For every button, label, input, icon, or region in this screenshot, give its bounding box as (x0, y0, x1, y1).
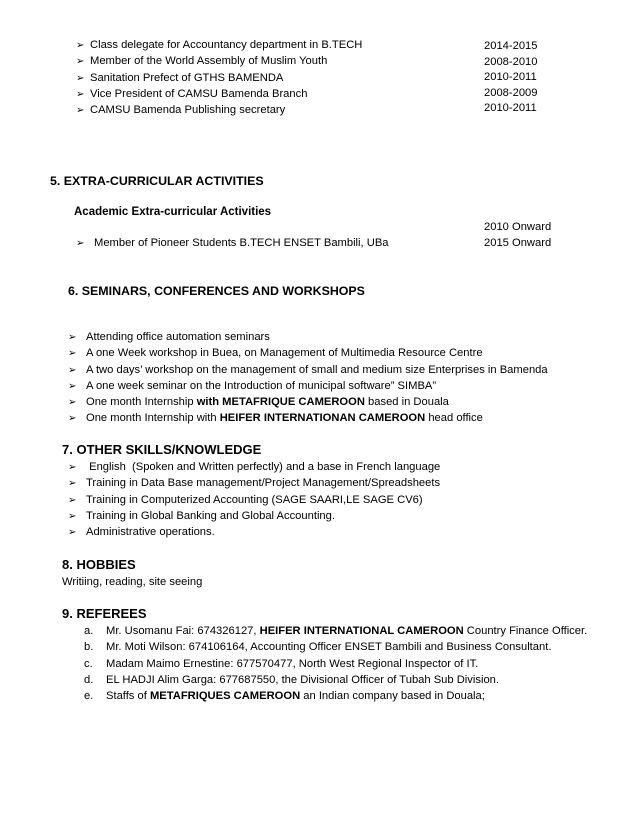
list-item: ➢ One month Internship with METAFRIQUE CAMEROON based in Douala (68, 396, 449, 409)
list-item: ➢ Class delegate for Accountancy department in B.TECH (76, 39, 363, 51)
date: 2010-2011 (484, 71, 537, 83)
date: 2008-2010 (484, 55, 538, 68)
arrow-bullet-icon: ➢ (76, 88, 85, 100)
list-item: ➢ CAMSU Bamenda Publishing secretary (76, 104, 286, 117)
list-item: ➢ Vice President of CAMSU Bamenda Branch (76, 87, 308, 100)
arrow-bullet-icon: ➢ (68, 527, 77, 539)
positions-dates (484, 40, 538, 118)
list-item: ➢ Member of Pioneer Students B.TECH ENSET Bambili, UBa (76, 237, 389, 249)
list-item: e. Staffs of METAFRIQUES CAMEROON an Indian company based in Douala; (84, 690, 485, 703)
skills-list (68, 461, 440, 542)
date: 2010 Onward (484, 221, 552, 233)
extracurricular-dates (484, 221, 551, 252)
list-item: ➢ Training in Global Banking and Global Accounting. (68, 509, 335, 522)
arrow-bullet-icon: ➢ (68, 380, 77, 392)
date: 2014-2015 (484, 40, 538, 52)
date: 2015 Onward (484, 236, 552, 249)
arrow-bullet-icon: ➢ (68, 413, 77, 425)
list-item: ➢ Sanitation Prefect of GTHS BAMENDA (76, 71, 284, 84)
arrow-bullet-icon: ➢ (68, 332, 77, 343)
hobbies-text: Writiing, reading, site seeing (62, 576, 203, 588)
date: 2010-2011 (484, 102, 537, 114)
list-item: ➢ A two days’ workshop on the management of small and medium size Enterprises in Bamenda (68, 363, 548, 376)
list-item: a. Mr. Usomanu Fai: 674326127, HEIFER INTERNATIONAL CAMEROON Country Finance Officer. (84, 625, 588, 637)
arrow-bullet-icon: ➢ (76, 40, 85, 51)
list-item: ➢ A one Week workshop in Buea, on Management of Multimedia Resource Centre (68, 347, 483, 360)
arrow-bullet-icon: ➢ (76, 56, 85, 68)
list-item: ➢ One month Internship with HEIFER INTERNATIONAN CAMEROON head office (68, 412, 483, 425)
arrow-bullet-icon: ➢ (76, 72, 85, 84)
list-item: d. EL HADJI Alim Garga: 677687550, the Divisional Officer of Tubah Sub Division. (84, 673, 500, 686)
arrow-bullet-icon: ➢ (68, 494, 77, 506)
arrow-bullet-icon: ➢ (68, 478, 77, 490)
section-heading-skills: 7. OTHER SKILLS/KNOWLEDGE (62, 442, 262, 457)
arrow-bullet-icon: ➢ (76, 238, 85, 249)
section-heading-extracurricular: 5. EXTRA-CURRICULAR ACTIVITIES (50, 174, 264, 188)
seminars-list (68, 331, 548, 429)
date: 2008-2009 (484, 86, 538, 99)
list-item: ➢ A one week seminar on the Introduction of municipal software” SIMBA” (68, 379, 437, 392)
positions-list (76, 39, 362, 120)
arrow-bullet-icon: ➢ (68, 364, 77, 376)
list-item: ➢ Member of the World Assembly of Muslim Youth (76, 55, 328, 68)
list-item: ➢ Attending office automation seminars (68, 331, 270, 343)
list-item: ➢ English (Spoken and Written perfectly) and a base in French language (68, 461, 441, 473)
subheading-academic: Academic Extra-curricular Activities (74, 206, 272, 218)
arrow-bullet-icon: ➢ (76, 105, 85, 117)
arrow-bullet-icon: ➢ (68, 397, 77, 409)
section-heading-referees: 9. REFEREES (62, 606, 147, 621)
referees-list (84, 625, 587, 706)
section-heading-hobbies: 8. HOBBIES (62, 557, 136, 572)
arrow-bullet-icon: ➢ (68, 510, 77, 522)
list-item: ➢ Training in Computerized Accounting (SAGE SAARI,LE SAGE CV6) (68, 493, 423, 506)
list-item: c. Madam Maimo Ernestine: 677570477, North West Regional Inspector of IT. (84, 657, 479, 670)
arrow-bullet-icon: ➢ (68, 462, 77, 473)
list-item: ➢ Administrative operations. (68, 526, 215, 539)
list-item: ➢ Training in Data Base management/Project Management/Spreadsheets (68, 477, 441, 490)
list-item: b. Mr. Moti Wilson: 674106164, Accounting Officer ENSET Bambili and Business Consultant. (84, 641, 552, 654)
arrow-bullet-icon: ➢ (68, 348, 77, 360)
section-heading-seminars: 6. SEMINARS, CONFERENCES AND WORKSHOPS (68, 284, 365, 298)
